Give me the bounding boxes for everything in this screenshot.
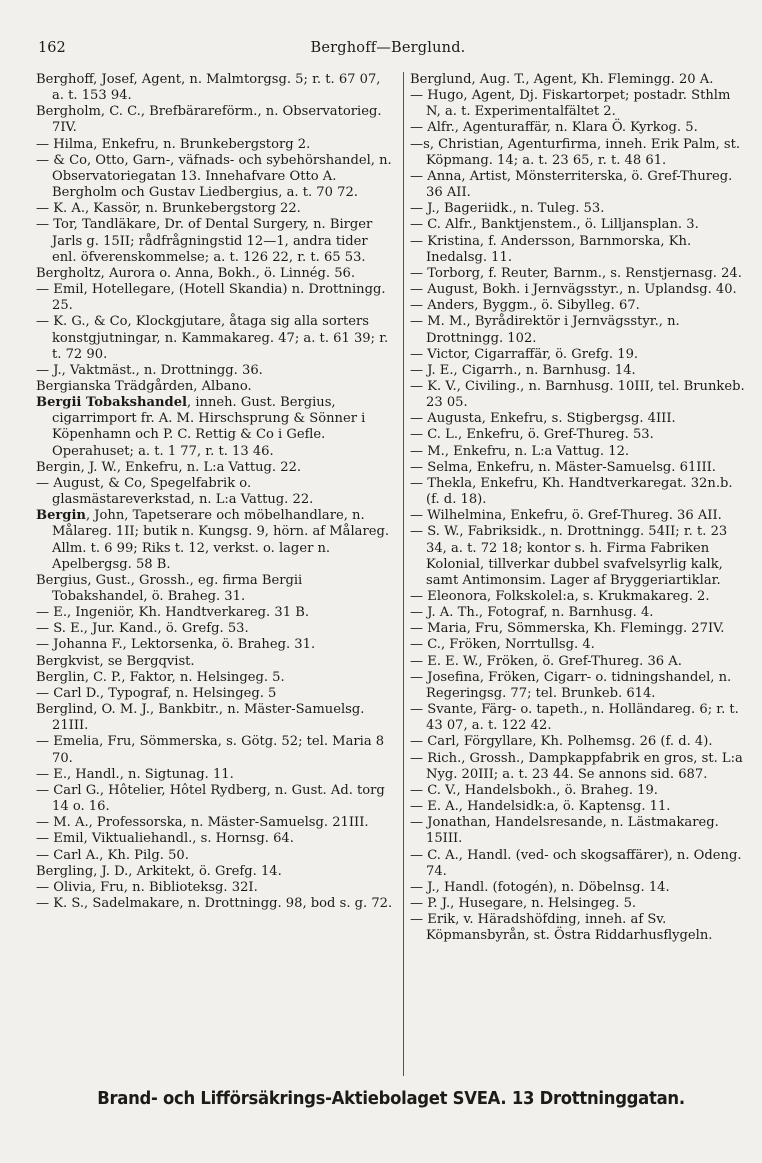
- directory-entry: — S. W., Fabriksidk., n. Drottningg. 54II; r. t. 23 34, a. t. 72 18; kontor s. h. Firma Fabriken Kolonial, tillverkar dubbel svafvelsyrlig kalk, samt Antimonsim. Lager af Bryggeriartiklar.: [410, 524, 728, 588]
- directory-entry: — J., Bageriidk., n. Tuleg. 53.: [410, 201, 605, 217]
- directory-entry: Bergin, John, Tapetserare och möbelhandlare, n. Målareg. 1II; butik n. Kungsg. 9, hörn. af Målareg. Allm. t. 6 99; Riks t. 12, verkst. o. lager n. Apelbergsg. 58 B.: [36, 508, 390, 572]
- directory-entry: — August, & Co, Spegelfabrik o. glasmästareverkstad, n. L:a Vattug. 22.: [36, 475, 314, 508]
- directory-entry: — M. A., Professorska, n. Mäster-Samuelsg. 21III.: [36, 815, 369, 831]
- directory-entry: —s, Christian, Agenturfirma, inneh. Erik Palm, st. Köpmang. 14; a. t. 23 65, r. t. 48 61.: [410, 136, 741, 168]
- directory-entry: — Hugo, Agent, Dj. Fiskartorpet; postadr. Sthlm N, a. t. Experimentalfältet 2.: [410, 88, 731, 120]
- directory-entry: Bergianska Trädgården, Albano.: [36, 378, 252, 394]
- directory-entry: — S. E., Jur. Kand., ö. Grefg. 53.: [36, 621, 249, 637]
- directory-entry: Bergin, J. W., Enkefru, n. L:a Vattug. 22.: [36, 459, 302, 475]
- directory-entry: — & Co, Otto, Garn-, väfnads- och sybehörshandel, n. Observatoriegatan 13. Innehafvare Otto A. Bergholm och Gustav Liedbergius, a. t. 70 72.: [36, 152, 392, 201]
- directory-entry: — J. A. Th., Fotograf, n. Barnhusg. 4.: [410, 605, 654, 621]
- directory-entry: — E., Handl., n. Sigtunag. 11.: [36, 766, 234, 782]
- directory-entry: — K. V., Civiling., n. Barnhusg. 10III, tel. Brunkeb. 23 05.: [410, 378, 745, 411]
- directory-entry: — Jonathan, Handelsresande, n. Lästmakareg. 15III.: [410, 815, 719, 847]
- directory-entry: — Carl G., Hôtelier, Hôtel Rydberg, n. Gust. Ad. torg 14 o. 16.: [36, 782, 385, 815]
- footer-advertisement: Brand- och Lifförsäkrings-Aktiebolaget SVEA. 13 Drottninggatan.: [97, 1089, 685, 1109]
- directory-entry: — Emil, Viktualiehandl., s. Hornsg. 64.: [36, 831, 294, 847]
- directory-entry: — Eleonora, Folkskolel:a, s. Krukmakareg. 2.: [410, 589, 710, 604]
- directory-entry: — Tor, Tandläkare, Dr. of Dental Surgery, n. Birger Jarls g. 15II; rådfrågningstid 12—1, andra tider enl. öfverenskommelse; a. t. 126 22, r. t. 65 53.: [36, 217, 373, 265]
- directory-entry: Berglund, Aug. T., Agent, Kh. Flemingg. 20 A.: [410, 72, 714, 87]
- directory-entry: — Johanna F., Lektorsenka, ö. Braheg. 31.: [36, 637, 316, 653]
- directory-entry: — Victor, Cigarraffär, ö. Grefg. 19.: [410, 346, 639, 362]
- directory-entry: Berghoff, Josef, Agent, n. Malmtorgsg. 5; r. t. 67 07, a. t. 153 94.: [36, 72, 381, 104]
- directory-entry: — Erik, v. Häradshöfding, inneh. af Sv. Köpmansbyrån, st. Östra Riddarhusflygeln.: [410, 912, 713, 944]
- directory-entry: — Emil, Hotellegare, (Hotell Skandia) n. Drottningg. 25.: [36, 282, 386, 314]
- directory-entry: — Maria, Fru, Sömmerska, Kh. Flemingg. 27IV.: [410, 621, 725, 637]
- directory-entry: Bergholtz, Aurora o. Anna, Bokh., ö. Linnég. 56.: [36, 265, 356, 281]
- directory-entry: — K. G., & Co, Klockgjutare, åtaga sig alla sorters konstgjutningar, n. Kammakareg. 47; a. t. 61 39; r. t. 72 90.: [36, 314, 389, 362]
- directory-entry: — August, Bokh. i Jernvägsstyr., n. Uplandsg. 40.: [410, 282, 737, 298]
- directory-entry: Berglin, C. P., Faktor, n. Helsingeg. 5.: [36, 669, 285, 685]
- page-header: [38, 40, 738, 60]
- directory-entry: Bergius, Gust., Grossh., eg. firma Bergii Tobakshandel, ö. Braheg. 31.: [36, 572, 303, 604]
- directory-entry: Bergii Tobakshandel, inneh. Gust. Bergius, cigarrimport fr. A. M. Hirschsprung & Sönner i Köpenhamn och P. C. Rettig & Co i Gefle. Operahuset; a. t. 1 77, r. t. 13 46.: [36, 395, 366, 459]
- directory-entry: — C. Alfr., Banktjenstem., ö. Lilljansplan. 3.: [410, 217, 699, 233]
- directory-entry: — Carl D., Typograf, n. Helsingeg. 5: [36, 685, 277, 701]
- page-number: 162: [38, 40, 66, 56]
- left-column: [36, 72, 396, 1077]
- directory-entry: — C. V., Handelsbokh., ö. Braheg. 19.: [410, 782, 658, 798]
- directory-entry: — Torborg, f. Reuter, Barnm., s. Renstjernasg. 24.: [410, 265, 742, 281]
- directory-entry: — Wilhelmina, Enkefru, ö. Gref-Thureg. 36 AII.: [410, 508, 722, 524]
- directory-entry: — Selma, Enkefru, n. Mäster-Samuelsg. 61III.: [410, 459, 716, 475]
- directory-entry: — K. S., Sadelmakare, n. Drottningg. 98, bod s. g. 72.: [36, 895, 393, 911]
- directory-entry: — C. A., Handl. (ved- och skogsaffärer), n. Odeng. 74.: [410, 847, 742, 879]
- directory-entry: — C., Fröken, Norrtullsg. 4.: [410, 637, 595, 653]
- directory-entry: — Hilma, Enkefru, n. Brunkebergstorg 2.: [36, 136, 311, 152]
- directory-entry: — Alfr., Agenturaffär, n. Klara Ö. Kyrkog. 5.: [410, 120, 698, 136]
- directory-entry: — C. L., Enkefru, ö. Gref-Thureg. 53.: [410, 427, 654, 443]
- directory-entry: — J. E., Cigarrh., n. Barnhusg. 14.: [410, 362, 636, 378]
- directory-entry: — Carl A., Kh. Pilg. 50.: [36, 847, 189, 863]
- column-divider: [403, 72, 404, 1076]
- directory-entry: — Carl, Förgyllare, Kh. Polhemsg. 26 (f. d. 4).: [410, 734, 713, 750]
- directory-entry: — Svante, Färg- o. tapeth., n. Holländareg. 6; r. t. 43 07, a. t. 122 42.: [410, 702, 739, 734]
- directory-entry: — Kristina, f. Andersson, Barnmorska, Kh. Inedalsg. 11.: [410, 233, 692, 265]
- right-column: [410, 72, 746, 1077]
- directory-entry: — E. E. W., Fröken, ö. Gref-Thureg. 36 A.: [410, 653, 682, 669]
- directory-entry: Berglind, O. M. J., Bankbitr., n. Mäster-Samuelsg. 21III.: [36, 702, 365, 734]
- directory-entry: — E., Ingeniör, Kh. Handtverkareg. 31 B.: [36, 605, 309, 621]
- directory-entry: — J., Handl. (fotogén), n. Döbelnsg. 14.: [410, 879, 670, 895]
- directory-entry: — Augusta, Enkefru, s. Stigbergsg. 4III.: [410, 411, 676, 427]
- directory-entry: — Josefina, Fröken, Cigarr- o. tidningshandel, n. Regeringsg. 77; tel. Brunkeb. 614.: [410, 669, 732, 701]
- directory-entry: — P. J., Husegare, n. Helsingeg. 5.: [410, 895, 637, 911]
- directory-entry: — K. A., Kassör, n. Brunkebergstorg 22.: [36, 201, 301, 217]
- directory-entry: Bergkvist, se Bergqvist.: [36, 653, 195, 669]
- directory-entry: — Anders, Byggm., ö. Sibylleg. 67.: [410, 298, 640, 314]
- directory-entry: — M. M., Byrådirektör i Jernvägsstyr., n. Drottningg. 102.: [410, 314, 680, 346]
- directory-entry: Bergling, J. D., Arkitekt, ö. Grefg. 14.: [36, 863, 282, 879]
- directory-entry: — Thekla, Enkefru, Kh. Handtverkaregat. 32n.b. (f. d. 18).: [410, 475, 733, 508]
- directory-entry: — J., Vaktmäst., n. Drottningg. 36.: [36, 362, 263, 378]
- directory-entry: — Anna, Artist, Mönsterriterska, ö. Gref-Thureg. 36 AII.: [410, 168, 733, 201]
- directory-entry: Bergholm, C. C., Brefbärareförm., n. Observatorieg. 7IV.: [36, 104, 382, 136]
- directory-entry: — E. A., Handelsidk:a, ö. Kaptensg. 11.: [410, 799, 671, 815]
- directory-entry: — Emelia, Fru, Sömmerska, s. Götg. 52; tel. Maria 8 70.: [36, 734, 385, 766]
- running-head: Berghoff—Berglund.: [310, 40, 466, 56]
- directory-entry: — M., Enkefru, n. L:a Vattug. 12.: [410, 443, 630, 459]
- directory-entry: — Olivia, Fru, n. Biblioteksg. 32I.: [36, 879, 258, 895]
- directory-entry: — Rich., Grossh., Dampkappfabrik en gros, st. L:a Nyg. 20III; a. t. 23 44. Se annons sid. 687.: [410, 750, 743, 782]
